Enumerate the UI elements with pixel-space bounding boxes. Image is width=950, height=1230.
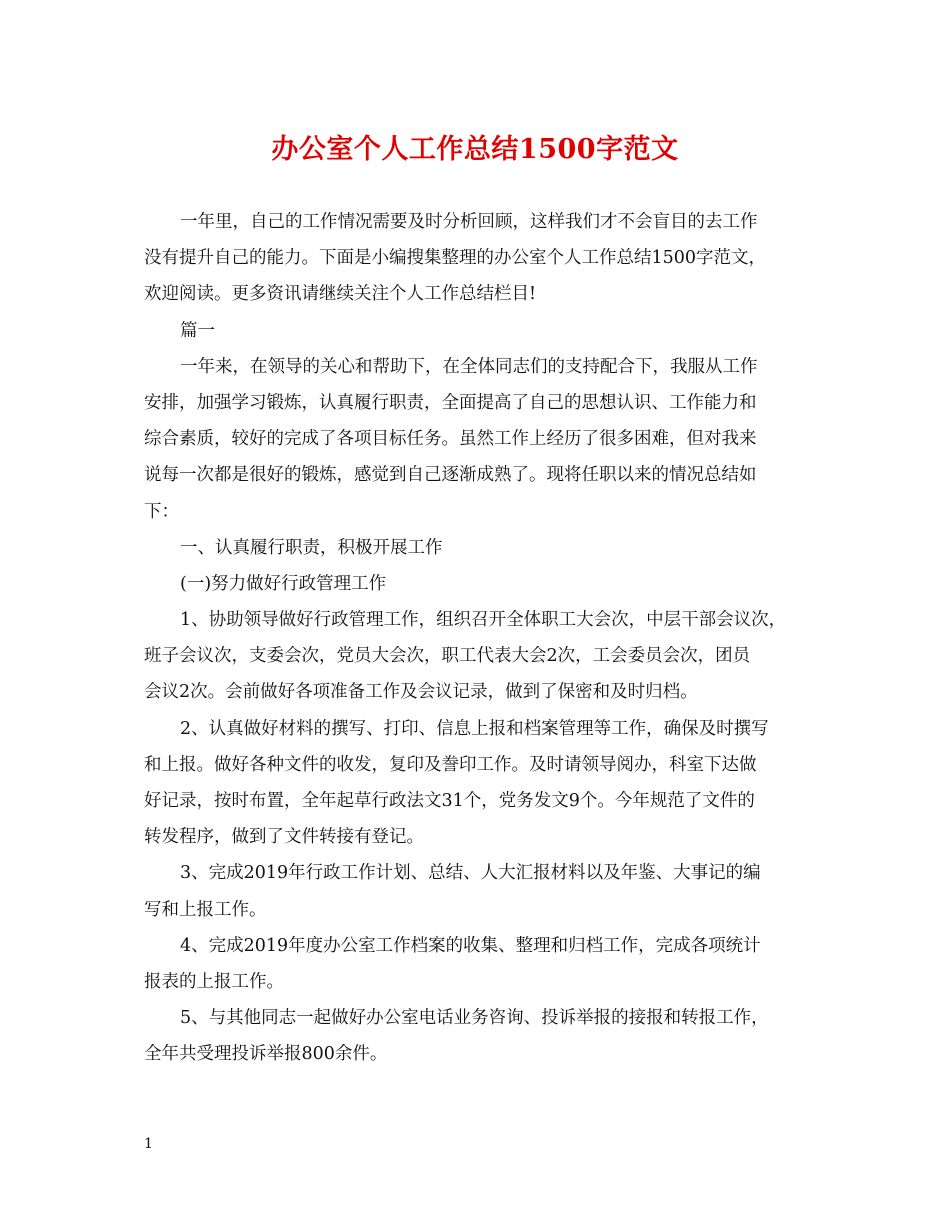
text-line: 3、完成2019年行政工作计划、总结、人大汇报材料以及年鉴、大事记的编 (180, 863, 761, 884)
text-line: 综合素质，较好的完成了各项目标任务。虽然工作上经历了很多困难，但对我来 (144, 429, 757, 450)
text-line: 好记录，按时布置，全年起草行政法文31个，党务发文9个。今年规范了文件的 (144, 791, 755, 811)
text-line: 4、完成2019年度办公室工作档案的收集、整理和归档工作，完成各项统计 (180, 935, 761, 956)
text-line: 和上报。做好各种文件的收发，复印及誊印工作。及时请领导阅办，科室下达做 (144, 754, 757, 775)
text-line: 会议2次。会前做好各项准备工作及会议记录，做到了保密和及时归档。 (144, 682, 698, 703)
text-line: 一年里，自己的工作情况需要及时分析回顾，这样我们才不会盲目的去工作 (180, 212, 758, 232)
text-line: 写和上报工作。 (144, 899, 267, 920)
text-line: 5、与其他同志一起做好办公室电话业务咨询、投诉举报的接报和转报工作， (180, 1008, 769, 1029)
document-title: 办公室个人工作总结1500字范文 (271, 134, 679, 165)
document-body (144, 204, 816, 1073)
text-line: 一、认真履行职责，积极开展工作 (180, 537, 443, 558)
text-line: 安排，加强学习锻炼，认真履行职责，全面提高了自己的思想认识、工作能力和 (144, 392, 757, 413)
text-line: 报表的上报工作。 (144, 971, 284, 992)
text-line: 篇一 (180, 320, 215, 341)
text-line: 1、协助领导做好行政管理工作，组织召开全体职工大会次，中层干部会议次， (180, 610, 787, 631)
text-line: 没有提升自己的能力。下面是小编搜集整理的办公室个人工作总结1500字范文， (144, 248, 767, 269)
text-line: 欢迎阅读。更多资讯请继续关注个人工作总结栏目! (144, 284, 537, 305)
text-line: 转发程序，做到了文件转接有登记。 (144, 827, 424, 848)
text-line: 一年来，在领导的关心和帮助下，在全体同志们的支持配合下，我服从工作 (180, 356, 758, 377)
text-line: 全年共受理投诉举报800余件。 (144, 1044, 388, 1065)
text-line: 班子会议次，支委会次，党员大会次，职工代表大会2次，工会委员会次，团员 (144, 646, 751, 667)
text-line: 下： (144, 501, 179, 522)
text-line: (一)努力做好行政管理工作 (180, 573, 387, 594)
text-line: 2、认真做好材料的撰写、打印、信息上报和档案管理等工作，确保及时撰写 (180, 718, 769, 739)
page-number: 1 (144, 1136, 153, 1152)
text-line: 说每一次都是很好的锻炼，感觉到自己逐渐成熟了。现将任职以来的情况总结如 (144, 465, 757, 486)
